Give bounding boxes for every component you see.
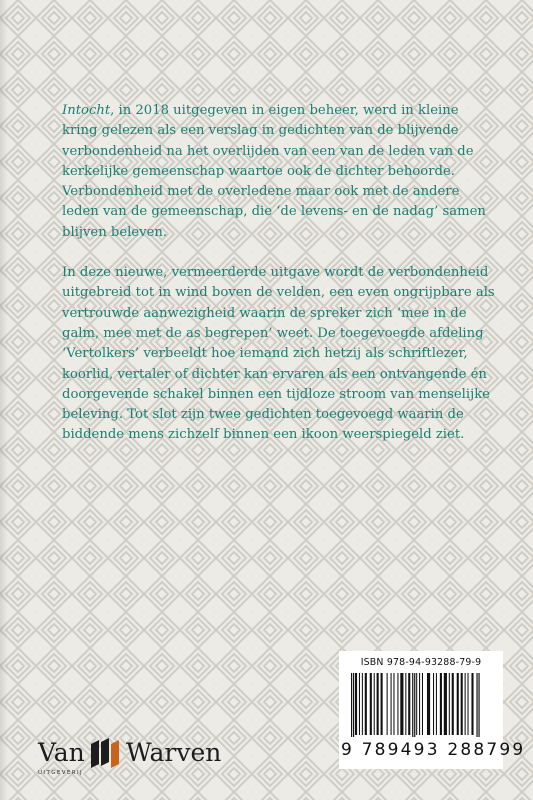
barcode-guard-bar [353, 673, 354, 737]
ean-digits: 9 789493 288799 [341, 740, 526, 760]
barcode-bar [355, 673, 357, 735]
publisher-name-part2: Warven [126, 738, 222, 767]
barcode-bar [440, 673, 442, 735]
barcode-bars [351, 673, 491, 737]
barcode-bar [408, 673, 410, 735]
book-title: Intocht [62, 103, 111, 118]
blurb-paragraph-1 [62, 101, 498, 243]
barcode-guard-bar [412, 673, 413, 737]
barcode-guard-bar [476, 673, 477, 737]
barcode-bar [365, 673, 367, 735]
barcode-bar [400, 673, 403, 735]
barcode-bar [433, 673, 434, 735]
barcode-bar [422, 673, 423, 735]
publisher-name-part1: Van [38, 738, 85, 767]
barcode-bar [452, 673, 454, 735]
barcode-bar [427, 673, 430, 735]
barcode-bar [465, 673, 466, 735]
back-cover-blurb [62, 101, 498, 446]
publisher-subtitle: UITGEVERIJ [38, 770, 84, 776]
blurb-paragraph-1-text: , in 2018 uitgegeven in eigen beheer, werd in kleine kring gelezen als een verslag in gedichten van de blijvende verbondenheid na het overlijden van een van de leden van de kerkelijke gemeenschap waartoe ook de dichter behoorde. Verbondenheid met de overledene maar ook met de andere leden van de gemeenschap, die ‘de levens- en de nadag’ samen blijven beleven. [62, 103, 486, 240]
barcode-guard-bar [351, 673, 352, 737]
spine-shadow [0, 0, 8, 800]
barcode-bar [387, 673, 388, 735]
blurb-paragraph-2: In deze nieuwe, vermeerderde uitgave wordt de verbondenheid uitgebreid tot in wind boven de velden, een even ongrijpbare als vertrouwde aanwezigheid waarin de spreker zich ‘mee in de galm, mee met de as begrepen’ weet. De toegevoegde afdeling ‘Vertolkers’ verbeeldt hoe iemand zich hetzij als schriftlezer, koorlid, vertaler of dichter kan ervaren als een ontvangende én doorgevende schakel binnen een tijdloze stroom van menselijke beleving. Tot slot zijn twee gedichten toegevoegd waarin de biddende mens zichzelf binnen een ikoon weerspiegeld ziet. [62, 265, 495, 443]
barcode-bar [449, 673, 450, 735]
barcode-bar [461, 673, 463, 735]
barcode-bar [397, 673, 398, 735]
barcode-bar [471, 673, 473, 735]
barcode-bar [457, 673, 459, 735]
barcode-bar [391, 673, 392, 735]
barcode-bar [381, 673, 383, 735]
publisher-book-icon [89, 738, 123, 768]
barcode-guard-bar [414, 673, 415, 737]
barcode-bar [393, 673, 394, 735]
barcode-bar [468, 673, 469, 735]
barcode-bar [370, 673, 372, 735]
barcode-bar [374, 673, 375, 735]
barcode-bar [436, 673, 437, 735]
barcode-bar [377, 673, 379, 735]
barcode-bar [444, 673, 447, 735]
barcode-box [339, 651, 526, 769]
barcode-bar [419, 673, 420, 735]
barcode-guard-bar [478, 673, 479, 737]
barcode-bar [362, 673, 363, 735]
barcode-bar [405, 673, 406, 735]
barcode-bar [416, 673, 417, 735]
isbn-label: ISBN 978-94-93288-79-9 [360, 657, 482, 668]
barcode-bar [359, 673, 360, 735]
